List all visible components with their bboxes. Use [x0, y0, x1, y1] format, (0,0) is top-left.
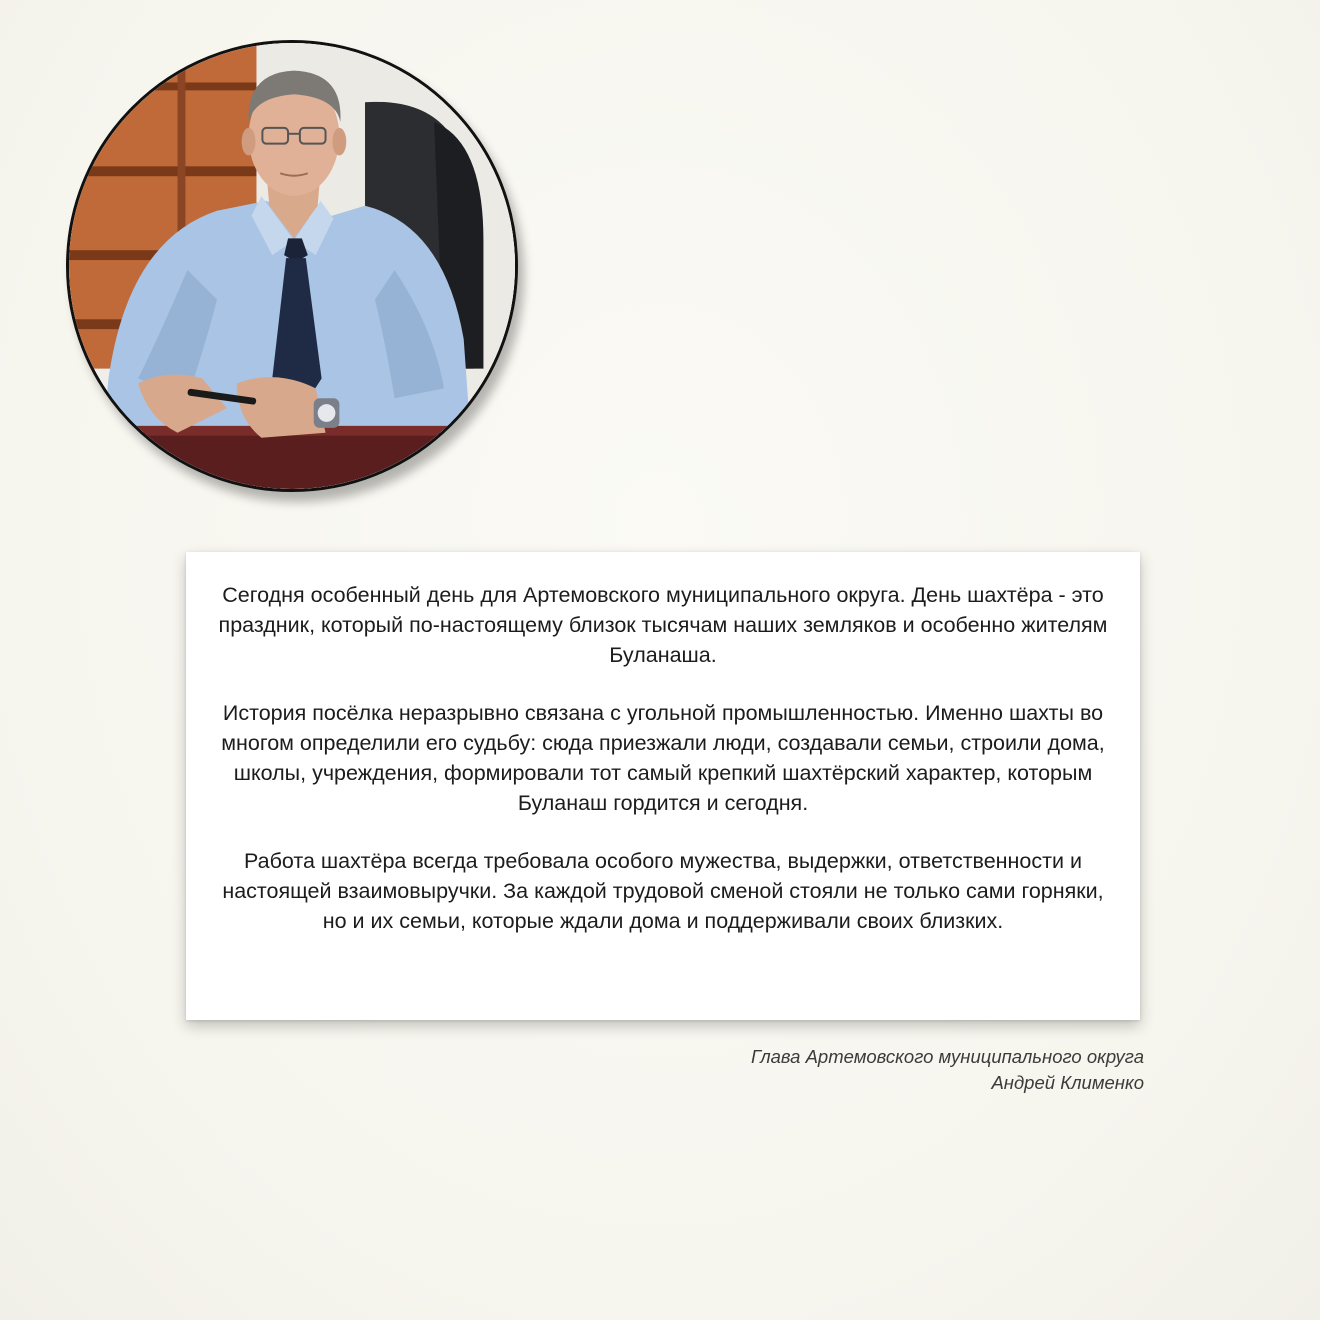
signature — [751, 1044, 1144, 1096]
signature-name: Андрей Клименко — [991, 1072, 1144, 1093]
portrait-photo — [66, 40, 518, 492]
message-paragraph-2: История посёлка неразрывно связана с угольной промышленностью. Именно шахты во многом определили его судьбу: сюда приезжали люди, создавали семьи, строили дома, школы, учреждения, формировали тот самый крепкий шахтёрский характер, которым Буланаш гордится и сегодня. — [221, 701, 1105, 815]
signature-position: Глава Артемовского муниципального округа — [750, 1046, 1144, 1067]
message-paragraph-3: Работа шахтёра всегда требовала особого мужества, выдержки, ответственности и настоящей взаимовыручки. За каждой трудовой сменой стояли не только сами горняки, но и их семьи, которые ждали дома и поддерживали своих близких. — [222, 849, 1104, 933]
person-photo-icon — [69, 43, 515, 489]
message-paragraph-1: Сегодня особенный день для Артемовского муниципального округа. День шахтёра - это праздник, который по-настоящему близок тысячам наших земляков и особенно жителям Буланаша. — [218, 583, 1108, 667]
message-card — [186, 552, 1140, 1020]
